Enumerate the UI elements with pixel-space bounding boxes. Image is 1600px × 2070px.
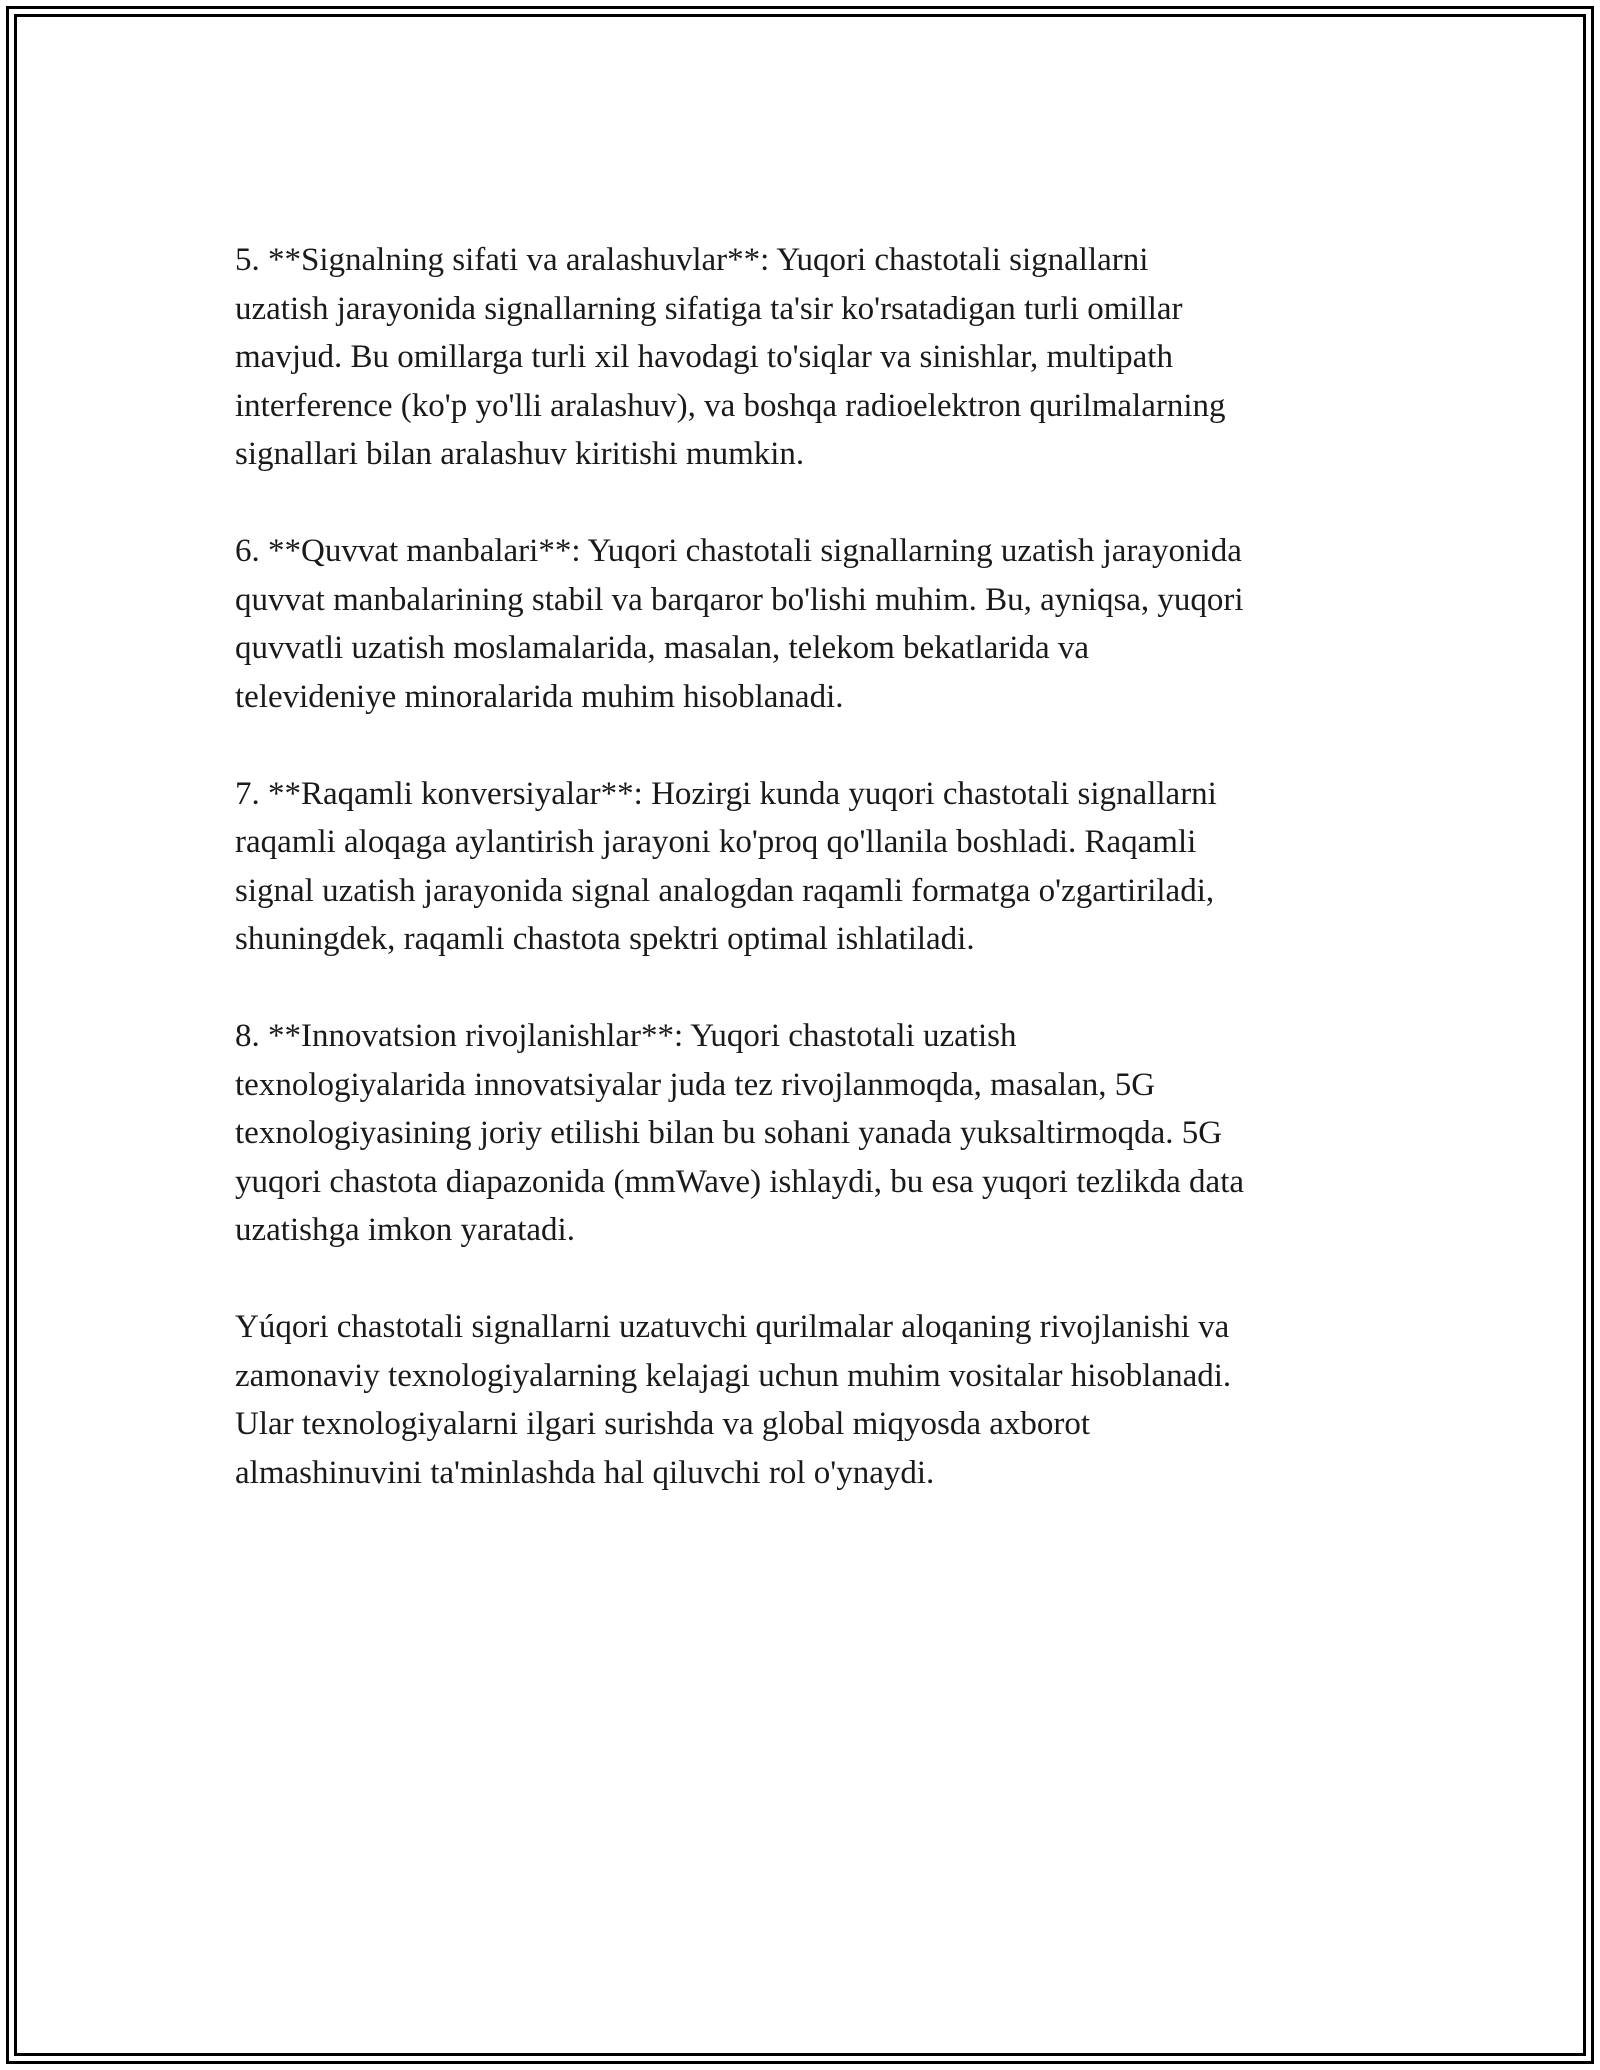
paragraph-conclusion: Yúqori chastotali signallarni uzatuvchi qurilmalar aloqaning rivojlanishi va zamonaviy texnologiyalarning kelajagi uchun muhim vositalar hisoblanadi. Ular texnologiyalarni ilgari surishda va global miqyosda axborot almashinuvini ta'minlashda hal qiluvchi rol o'ynaydi. (235, 1309, 1232, 1491)
paragraph-power-sources: 6. **Quvvat manbalari**: Yuqori chastotali signallarning uzatish jarayonida quvvat manbalarining stabil va barqaror bo'lishi muhim. Bu, ayniqsa, yuqori quvvatli uzatish moslamalarida, masalan, telekom bekatlarida va televideniye minoralarida muhim hisoblanadi. (235, 533, 1244, 715)
paragraph-digital-conversions: 7. **Raqamli konversiyalar**: Hozirgi kunda yuqori chastotali signallarni raqamli aloqaga aylantirish jarayoni ko'proq qo'llanila boshladi. Raqamli signal uzatish jarayonida signal analogdan raqamli formatga o'zgartiriladi, shuningdek, raqamli chastota spektri optimal ishlatiladi. (235, 775, 1217, 957)
paragraph-innovative-developments: 8. **Innovatsion rivojlanishlar**: Yuqori chastotali uzatish texnologiyalarida innovatsiyalar juda tez rivojlanmoqda, masalan, 5G texnologiyasining joriy etilishi bilan bu sohani yanada yuksaltirmoqda. 5G yuqori chastota diapazonida (mmWave) ishlaydi, bu esa yuqori tezlikda data uzatishga imkon yaratadi. (235, 1018, 1245, 1248)
document-body (235, 236, 1395, 1497)
paragraph-signal-quality: 5. **Signalning sifati va aralashuvlar**: Yuqori chastotali signallarni uzatish jarayonida signallarning sifatiga ta'sir ko'rsatadigan turli omillar mavjud. Bu omillarga turli xil havodagi to'siqlar va sinishlar, multipath interference (ko'p yo'lli aralashuv), va boshqa radioelektron qurilmalarning signallari bilan aralashuv kiritishi mumkin. (235, 242, 1226, 472)
